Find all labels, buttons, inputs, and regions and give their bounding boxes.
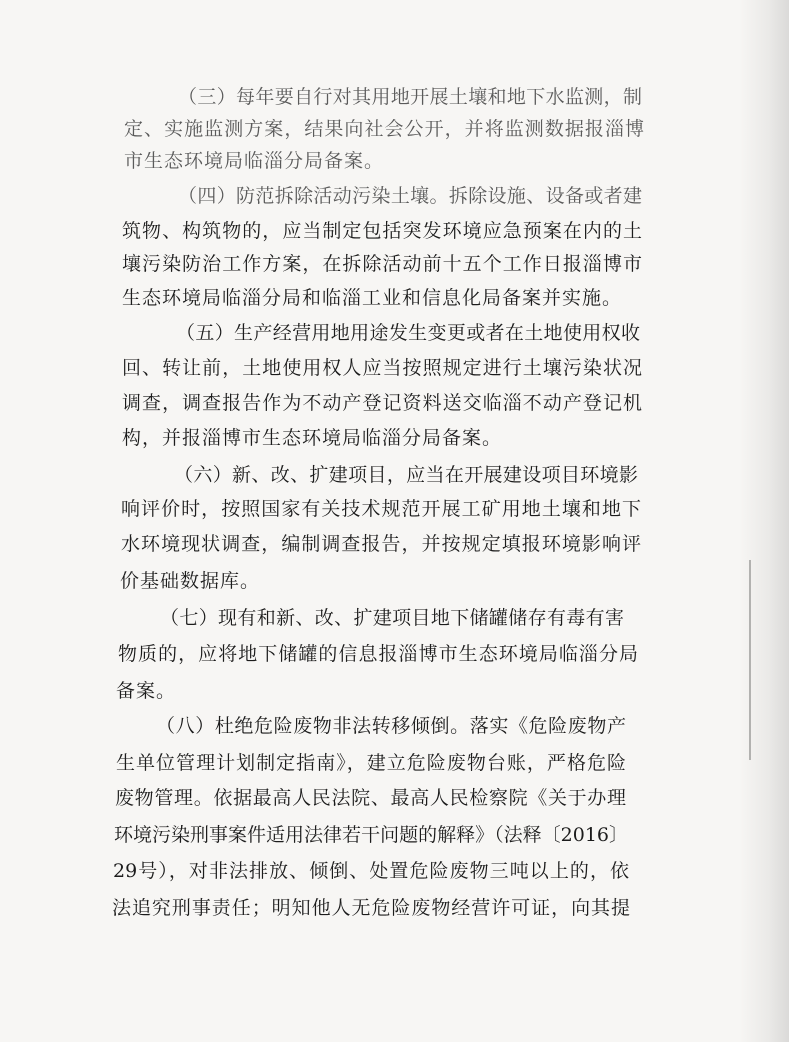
- paragraph-4-line: 壤污染防治工作方案，在拆除活动前十五个工作日报淄博市: [122, 253, 642, 275]
- paragraph-8-line: 废物管理。依据最高人民法院、最高人民检察院《关于办理: [115, 787, 626, 809]
- paragraph-8-line: 生单位管理计划制定指南》，建立危险废物台账，严格危险: [116, 752, 626, 774]
- paragraph-3-line: （三）每年要自行对其用地开展土壤和地下水监测，制: [178, 86, 642, 108]
- paragraph-7-line: 备案。: [116, 680, 177, 702]
- page-edge-line: [749, 560, 751, 760]
- paragraph-8-line: 29号），对非法排放、倾倒、处置危险废物三吨以上的，依: [113, 860, 629, 882]
- paragraph-8-line: （八）杜绝危险废物非法转移倾倒。落实《危险废物产: [156, 715, 626, 737]
- paragraph-5-line: 构，并报淄博市生态环境局临淄分局备案。: [122, 427, 503, 449]
- paragraph-5-line: 回、转让前，土地使用权人应当按照规定进行土壤污染状况: [122, 357, 642, 379]
- paragraph-4-line: 筑物、构筑物的，应当制定包括突发环境应急预案在内的土: [122, 220, 642, 242]
- paragraph-6-line: 水环境现状调查，编制调查报告，并按规定填报环境影响评: [121, 533, 641, 555]
- paragraph-5-line: （五）生产经营用地用途发生变更或者在土地使用权收: [176, 322, 640, 344]
- paragraph-6-line: 响评价时，按照国家有关技术规范开展工矿用地土壤和地下: [121, 498, 641, 520]
- paragraph-6-line: （六）新、改、扩建项目，应当在开展建设项目环境影: [174, 464, 638, 486]
- paragraph-8-line: 法追究刑事责任；明知他人无危险废物经营许可证，向其提: [112, 897, 630, 919]
- paragraph-6-line: 价基础数据库。: [120, 570, 261, 592]
- paragraph-5-line: 调查，调查报告作为不动产登记资料送交临淄不动产登记机: [122, 392, 642, 414]
- paragraph-4-line: （四）防范拆除活动污染土壤。拆除设施、设备或者建: [178, 185, 642, 207]
- paragraph-3-line: 定、实施监测方案，结果向社会公开，并将监测数据报淄博: [124, 118, 644, 140]
- paragraph-8-line: 环境污染刑事案件适用法律若干问题的解释》（法释〔2016〕: [114, 824, 628, 846]
- paragraph-4-line: 生态环境局临淄分局和临淄工业和信息化局备案并实施。: [122, 287, 623, 309]
- paragraph-7-line: （七）现有和新、改、扩建项目地下储罐储存有毒有害: [160, 607, 624, 629]
- paragraph-3-line: 市生态环境局临淄分局备案。: [124, 150, 385, 172]
- page-edge-shadow: [739, 0, 789, 1042]
- paragraph-7-line: 物质的，应将地下储罐的信息报淄博市生态环境局临淄分局: [118, 643, 638, 665]
